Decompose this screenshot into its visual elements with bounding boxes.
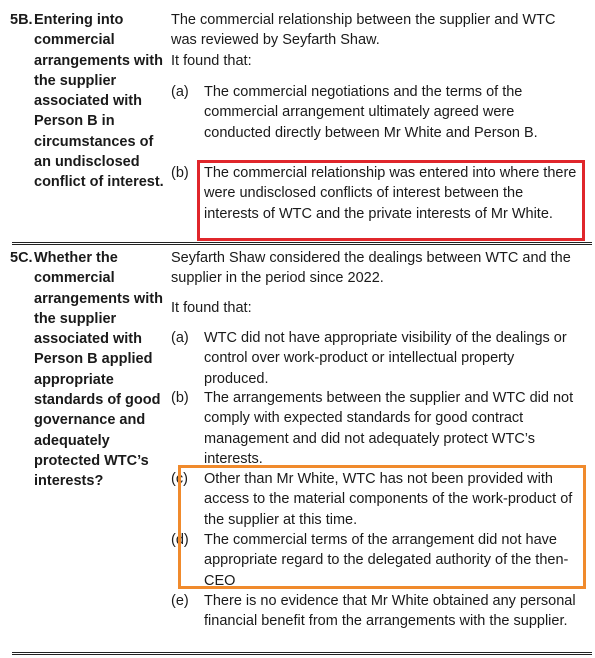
item-label: (a) [171,84,189,100]
item-label: (d) [171,532,189,548]
found-label: It found that: [171,53,252,69]
item-label: (b) [171,165,189,181]
section-code: 5B. [10,12,33,28]
item-text: The commercial relationship was entered into where there were undisclosed conflicts of interest between the interests of WTC and the private interests of Mr White. [204,165,577,222]
item-label: (c) [171,471,188,487]
section-code: 5C. [10,250,33,266]
item-label: (b) [171,390,189,406]
section-heading: Entering into commercial arrangements with the supplier associated with Person B in circumstances of an undisclosed conflict of interest. [34,12,164,191]
item-text: There is no evidence that Mr White obtained any personal financial benefit from the arrangements with the supplier. [204,593,576,630]
found-label: It found that: [171,300,252,316]
section-divider [12,242,592,245]
item-text: WTC did not have appropriate visibility of the dealings or control over work-product or intellectual property produced. [204,330,567,387]
item-text: The commercial terms of the arrangement did not have appropriate regard to the delegated authority of the then-CEO [204,532,569,589]
item-text: The commercial negotiations and the terms of the commercial arrangement ultimately agreed were conducted directly between Mr White and Person B. [204,84,538,141]
item-label: (a) [171,330,189,346]
section-heading: Whether the commercial arrangements with the supplier associated with Person B applied appropriate standards of good governance and adequately protected WTC’s interests? [34,250,163,490]
item-label: (e) [171,593,189,609]
highlight-box-orange [178,465,586,589]
section-intro: Seyfarth Shaw considered the dealings between WTC and the supplier in the period since 2022. [171,250,571,287]
highlight-box-red [197,160,585,241]
item-text: The arrangements between the supplier and WTC did not comply with expected standards for good contract management and did not adequately protect WTC’s interests. [204,390,574,467]
section-intro: The commercial relationship between the supplier and WTC was reviewed by Seyfarth Shaw. [171,12,556,49]
section-divider [12,652,592,655]
item-text: Other than Mr White, WTC has not been provided with access to the material components of the work-product of the supplier at this time. [204,471,573,528]
